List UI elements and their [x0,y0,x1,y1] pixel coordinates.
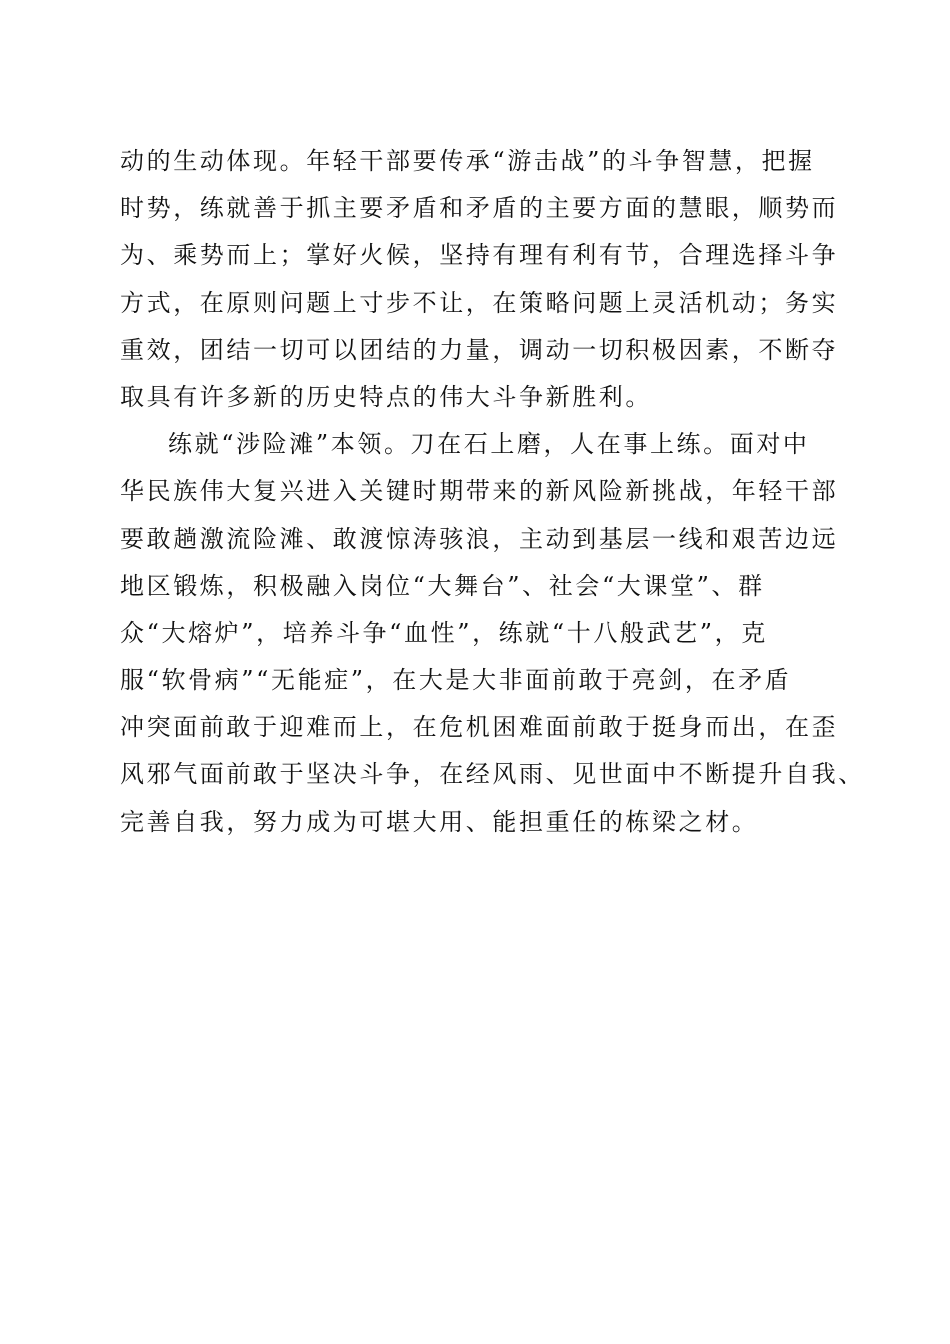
text-line: 时势，练就善于抓主要矛盾和矛盾的主要方面的慧眼，顺势而 [120,194,839,223]
text-line: 服“软骨病”“无能症”，在大是大非面前敢于亮剑，在矛盾 [120,666,792,695]
text-line: 冲突面前敢于迎难而上，在危机困难面前敢于挺身而出，在歪 [120,713,839,742]
text-line: 众“大熔炉”，培养斗争“血性”，练就“十八般武艺”，克 [120,618,768,647]
text-line: 风邪气面前敢于坚决斗争，在经风雨、见世面中不断提升自我、 [120,760,865,789]
text-line: 为、乘势而上；掌好火候，坚持有理有利有节，合理选择斗争 [120,241,839,270]
text-line: 地区锻炼，积极融入岗位“大舞台”、社会“大课堂”、群 [120,571,765,600]
text-line: 要敢趟激流险滩、敢渡惊涛骇浪，主动到基层一线和艰苦边远 [120,524,839,553]
text-line: 完善自我，努力成为可堪大用、能担重任的栋梁之材。 [120,807,759,836]
text-line: 方式，在原则问题上寸步不让，在策略问题上灵活机动；务实 [120,288,839,317]
paragraph-1 [120,138,840,421]
text-line: 取具有许多新的历史特点的伟大斗争新胜利。 [120,382,652,411]
text-line: 动的生动体现。年轻干部要传承“游击战”的斗争智慧，把握 [120,147,815,175]
paragraph-2 [120,421,865,846]
text-line: 华民族伟大复兴进入关键时期带来的新风险新挑战，年轻干部 [120,477,839,506]
text-line: 练就“涉险滩”本领。刀在石上磨，人在事上练。面对中 [168,430,810,459]
body-text [120,138,865,846]
text-line: 重效，团结一切可以团结的力量，调动一切积极因素，不断夺 [120,335,839,364]
